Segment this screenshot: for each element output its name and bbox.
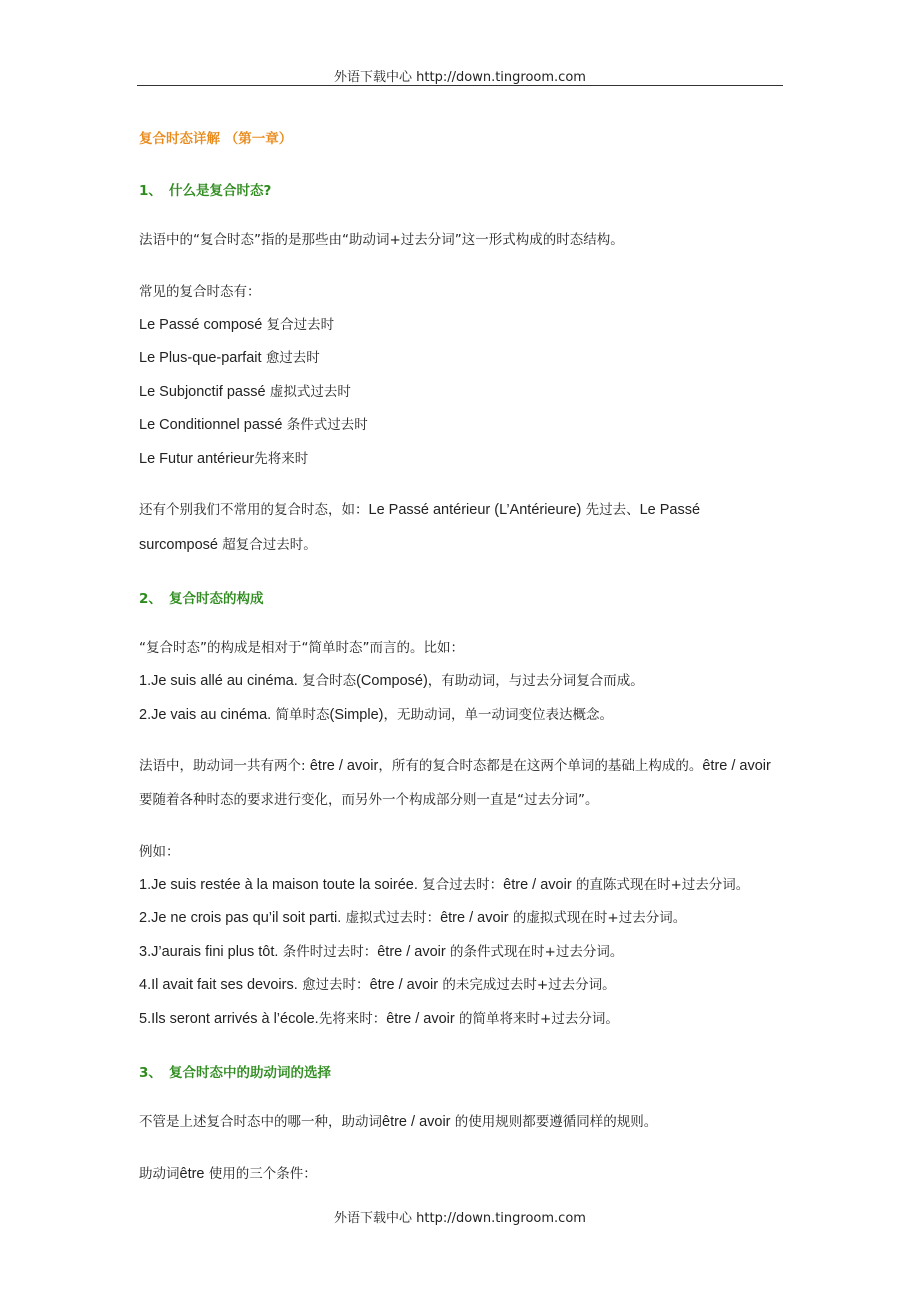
auxiliary-paragraph-line-1 <box>139 756 771 776</box>
example-zh: 简单时态 <box>275 707 330 723</box>
tense-zh: 愈过去时 <box>265 350 320 366</box>
section-label: 什么是复合时态? <box>169 183 272 199</box>
example-zh: 虚拟式过去时： <box>345 910 441 926</box>
etre-text: 使用的三个条件： <box>208 1166 317 1182</box>
tense-item <box>139 315 334 335</box>
example-fr: (Simple) <box>329 707 384 723</box>
tense-fr: Le Conditionnel passé <box>139 417 283 433</box>
example-zh: 的条件式现在时+过去分词。 <box>450 944 624 960</box>
tense-item <box>139 449 308 469</box>
section-number: 3、 <box>139 1065 162 1081</box>
example-line <box>139 875 749 895</box>
tense-item <box>139 382 351 402</box>
rare-text: 还有个别我们不常用的复合时态，如： <box>139 502 369 518</box>
common-tenses-intro: 常见的复合时态有： <box>139 284 261 300</box>
auxiliary-paragraph-line-2: 要随着各种时态的要求进行变化，而另外一个构成部分则一直是“过去分词”。 <box>139 792 599 808</box>
example-zh: ，有助动词，与过去分词复合而成。 <box>427 673 644 689</box>
section-2-heading <box>139 587 264 607</box>
example-zh: 复合时态 <box>302 673 357 689</box>
aux-text: 法语中，助动词一共有两个: <box>139 758 306 774</box>
example-fr: 5.Ils seront arrivés à l’école. <box>139 1011 319 1027</box>
section-label: 复合时态中的助动词的选择 <box>169 1065 331 1081</box>
rare-fr: Le Passé antérieur (L’Antérieure) <box>368 502 582 518</box>
page-header: 外语下载中心 http://down.tingroom.com <box>334 70 586 85</box>
tense-fr: Le Subjonctif passé <box>139 384 266 400</box>
page-footer: 外语下载中心 http://down.tingroom.com <box>334 1211 586 1226</box>
example-fr: être / avoir <box>386 1011 455 1027</box>
example-zh: ，无助动词，单一动词变位表达概念。 <box>383 707 613 723</box>
example-fr: (Composé) <box>356 673 428 689</box>
example-fr: 2.Je vais au cinéma. <box>139 707 272 723</box>
tense-zh: 复合过去时 <box>266 317 335 333</box>
section-number: 1、 <box>139 183 162 199</box>
section-3-heading <box>139 1061 331 1081</box>
example-zh: 复合过去时： <box>422 877 504 893</box>
composition-paragraph: “复合时态”的构成是相对于“简单时态”而言的。比如： <box>139 640 464 656</box>
etre-text: 助动词 <box>139 1166 180 1182</box>
tense-item <box>139 415 368 435</box>
etre-fr: être <box>179 1166 205 1182</box>
rare-fr: Le Passé <box>639 502 701 518</box>
tense-fr: Le Passé composé <box>139 317 263 333</box>
example-fr: être / avoir <box>369 977 439 993</box>
rare-tenses-line-1 <box>139 500 700 520</box>
example-fr: être / avoir <box>440 910 509 926</box>
example-zh: 愈过去时： <box>302 977 370 993</box>
example-line <box>139 705 613 725</box>
example-zh: 的未完成过去时+过去分词。 <box>442 977 616 993</box>
aux-fr: être / avoir <box>309 758 379 774</box>
example-line <box>139 1009 619 1029</box>
example-fr: 1.Je suis restée à la maison toute la soirée. <box>139 877 418 893</box>
example-fr: être / avoir <box>503 877 572 893</box>
examples-intro: 例如： <box>139 844 180 860</box>
aux-text: ，所有的复合时态都是在这两个单词的基础上构成的。 <box>378 758 703 774</box>
tense-fr: Le Futur antérieur <box>139 451 255 467</box>
rare-tenses-line-2 <box>139 535 317 555</box>
rare-zh: 先过去、 <box>585 502 640 518</box>
example-line <box>139 908 686 928</box>
aux-fr: être / avoir <box>702 758 771 774</box>
example-fr: être / avoir <box>377 944 446 960</box>
example-line <box>139 975 616 995</box>
example-line <box>139 942 623 962</box>
section-label: 复合时态的构成 <box>169 591 264 607</box>
example-fr: 3.J’aurais fini plus tôt. <box>139 944 279 960</box>
etre-conditions-intro <box>139 1164 317 1184</box>
rule-text: 不管是上述复合时态中的哪一种，助动词 <box>139 1114 382 1130</box>
definition-paragraph: 法语中的“复合时态”指的是那些由“助动词+过去分词”这一形式构成的时态结构。 <box>139 232 624 248</box>
section-1-heading <box>139 179 271 199</box>
example-zh: 条件时过去时： <box>282 944 378 960</box>
tense-item <box>139 348 320 368</box>
example-line <box>139 671 644 691</box>
example-fr: 1.Je suis allé au cinéma. <box>139 673 298 689</box>
example-zh: 的简单将来时+过去分词。 <box>459 1011 619 1027</box>
section-number: 2、 <box>139 591 162 607</box>
header-rule <box>137 85 783 86</box>
example-fr: 4.Il avait fait ses devoirs. <box>139 977 298 993</box>
rare-fr: surcomposé <box>139 537 218 553</box>
rule-paragraph <box>139 1112 657 1132</box>
tense-fr: Le Plus-que-parfait <box>139 350 262 366</box>
rule-text: 的使用规则都要遵循同样的规则。 <box>454 1114 658 1130</box>
example-zh: 的虚拟式现在时+过去分词。 <box>512 910 687 926</box>
rule-fr: être / avoir <box>382 1114 451 1130</box>
tense-zh: 条件式过去时 <box>286 417 368 433</box>
document-title: 复合时态详解 （第一章） <box>139 131 293 147</box>
example-zh: 的直陈式现在时+过去分词。 <box>575 877 750 893</box>
example-fr: 2.Je ne crois pas qu’il soit parti. <box>139 910 342 926</box>
tense-zh: 先将来时 <box>254 451 309 467</box>
rare-zh: 超复合过去时。 <box>222 537 317 553</box>
tense-zh: 虚拟式过去时 <box>269 384 351 400</box>
example-zh: 先将来时： <box>318 1011 387 1027</box>
